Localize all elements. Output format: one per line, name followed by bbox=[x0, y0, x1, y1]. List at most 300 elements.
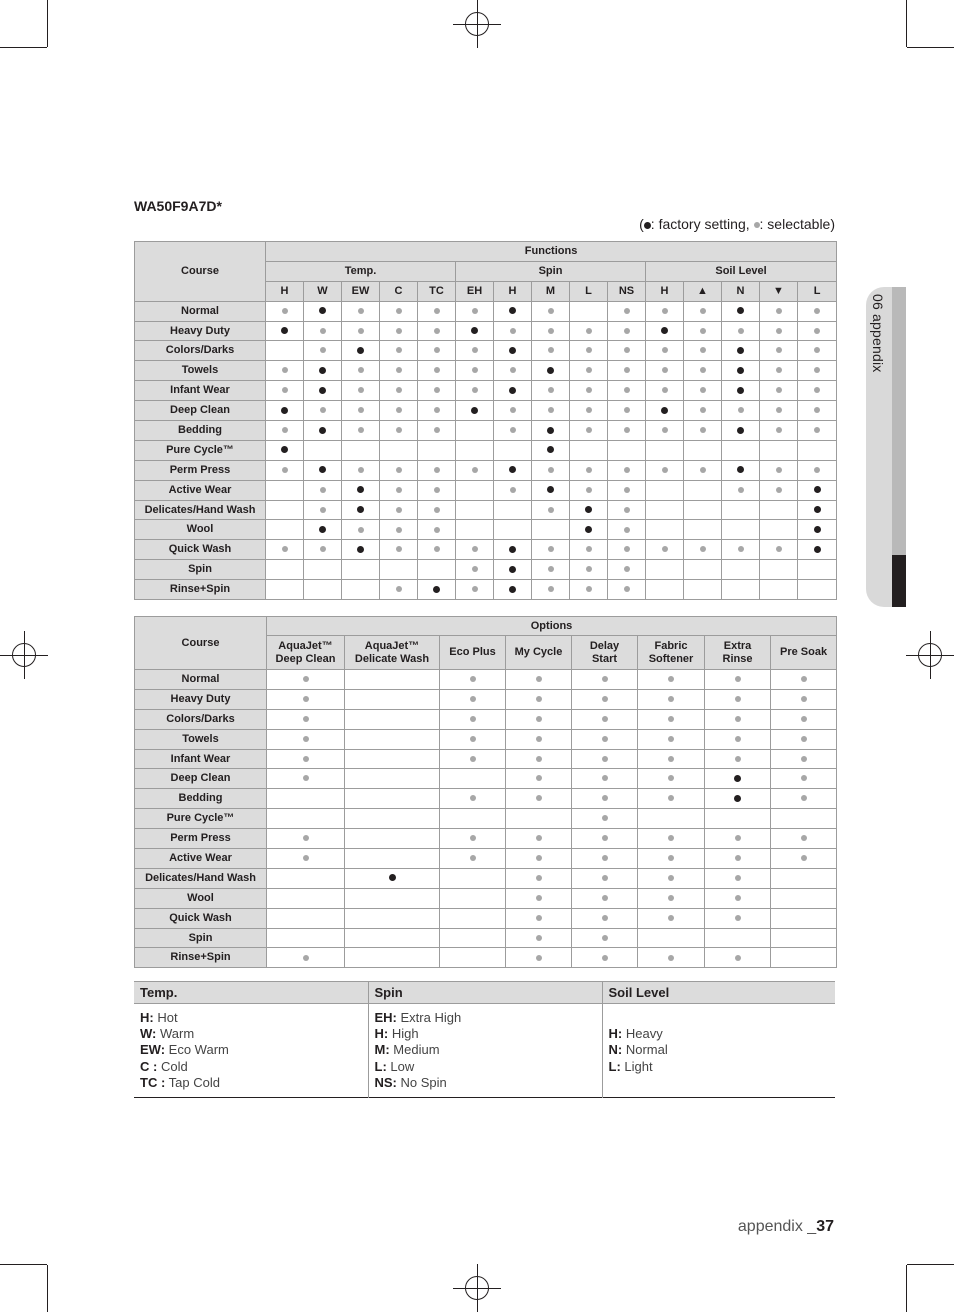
factory-dot-icon bbox=[734, 775, 741, 782]
selectable-dot-icon bbox=[536, 716, 542, 722]
function-cell bbox=[722, 480, 760, 500]
function-cell bbox=[380, 341, 418, 361]
page-number-value: 37 bbox=[816, 1218, 834, 1235]
factory-dot-icon bbox=[281, 327, 288, 334]
function-cell bbox=[608, 500, 646, 520]
selectable-dot-icon bbox=[548, 387, 554, 393]
selectable-dot-icon bbox=[536, 775, 542, 781]
factory-dot-icon bbox=[471, 327, 478, 334]
option-cell bbox=[440, 709, 506, 729]
option-cell bbox=[506, 670, 572, 690]
factory-dot-icon bbox=[814, 486, 821, 493]
function-cell bbox=[646, 321, 684, 341]
function-cell bbox=[456, 480, 494, 500]
table-row bbox=[135, 829, 837, 849]
selectable-dot-icon bbox=[602, 696, 608, 702]
factory-dot-icon bbox=[509, 347, 516, 354]
options-header: Options bbox=[267, 617, 837, 636]
function-cell bbox=[380, 580, 418, 600]
selectable-dot-icon bbox=[801, 736, 807, 742]
selectable-dot-icon bbox=[434, 507, 440, 513]
selectable-dot-icon bbox=[586, 367, 592, 373]
factory-dot-icon bbox=[319, 526, 326, 533]
table-row bbox=[135, 520, 837, 540]
selectable-dot-icon bbox=[814, 308, 820, 314]
function-cell bbox=[684, 341, 722, 361]
course-name: Perm Press bbox=[135, 460, 266, 480]
table-row bbox=[135, 301, 837, 321]
course-name: Towels bbox=[135, 729, 267, 749]
function-cell bbox=[418, 401, 456, 421]
function-cell bbox=[646, 301, 684, 321]
option-cell bbox=[638, 749, 705, 769]
option-cell bbox=[572, 809, 638, 829]
legend-selectable-text: : selectable) bbox=[759, 216, 835, 232]
abbreviation-value: No Spin bbox=[400, 1074, 447, 1090]
course-header: Course bbox=[135, 617, 267, 670]
selectable-dot-icon bbox=[536, 696, 542, 702]
option-header-line1: Pre Soak bbox=[779, 646, 828, 658]
option-cell bbox=[705, 670, 771, 690]
abbreviation-item bbox=[375, 1075, 596, 1091]
selectable-dot-icon bbox=[624, 387, 630, 393]
function-cell bbox=[456, 361, 494, 381]
selectable-dot-icon bbox=[303, 696, 309, 702]
option-cell bbox=[638, 849, 705, 869]
factory-dot-icon bbox=[357, 546, 364, 553]
option-cell bbox=[440, 769, 506, 789]
selectable-dot-icon bbox=[662, 546, 668, 552]
selectable-dot-icon bbox=[602, 935, 608, 941]
selectable-dot-icon bbox=[668, 915, 674, 921]
function-cell bbox=[266, 520, 304, 540]
factory-dot-icon bbox=[585, 526, 592, 533]
function-cell bbox=[342, 580, 380, 600]
table-row bbox=[135, 361, 837, 381]
function-cell bbox=[532, 381, 570, 401]
option-cell bbox=[345, 709, 440, 729]
selectable-dot-icon bbox=[282, 467, 288, 473]
page-number bbox=[738, 1218, 834, 1236]
function-cell bbox=[494, 421, 532, 441]
selectable-dot-icon bbox=[434, 527, 440, 533]
function-cell bbox=[380, 560, 418, 580]
factory-dot-icon bbox=[547, 446, 554, 453]
course-name: Deep Clean bbox=[135, 401, 266, 421]
function-cell bbox=[494, 500, 532, 520]
function-column-header: ▲ bbox=[684, 281, 722, 301]
selectable-dot-icon bbox=[668, 835, 674, 841]
selectable-dot-icon bbox=[602, 736, 608, 742]
option-cell bbox=[345, 809, 440, 829]
selectable-dot-icon bbox=[662, 467, 668, 473]
option-cell bbox=[771, 749, 837, 769]
option-cell bbox=[572, 670, 638, 690]
selectable-dot-icon bbox=[472, 347, 478, 353]
function-cell bbox=[722, 341, 760, 361]
selectable-dot-icon bbox=[303, 955, 309, 961]
function-cell bbox=[570, 361, 608, 381]
option-header-line2: Softener bbox=[648, 652, 694, 665]
selectable-dot-icon bbox=[801, 716, 807, 722]
function-cell bbox=[608, 341, 646, 361]
function-column-header: NS bbox=[608, 281, 646, 301]
selectable-dot-icon bbox=[801, 676, 807, 682]
option-cell bbox=[705, 849, 771, 869]
option-cell bbox=[506, 769, 572, 789]
selectable-dot-icon bbox=[738, 546, 744, 552]
selectable-dot-icon bbox=[434, 467, 440, 473]
function-cell bbox=[304, 341, 342, 361]
abbr-header-spin: Spin bbox=[368, 982, 602, 1004]
abbr-header-temp: Temp. bbox=[134, 982, 368, 1004]
function-cell bbox=[304, 361, 342, 381]
table-row bbox=[135, 729, 837, 749]
selectable-dot-icon bbox=[602, 716, 608, 722]
selectable-dot-icon bbox=[472, 546, 478, 552]
selectable-dot-icon bbox=[434, 347, 440, 353]
option-cell bbox=[638, 908, 705, 928]
selectable-dot-icon bbox=[548, 586, 554, 592]
abbreviation-key: NS: bbox=[374, 1074, 397, 1090]
function-cell bbox=[570, 301, 608, 321]
option-cell bbox=[638, 928, 705, 948]
selectable-dot-icon bbox=[668, 716, 674, 722]
selectable-dot-icon bbox=[396, 527, 402, 533]
function-cell bbox=[380, 401, 418, 421]
function-cell bbox=[266, 361, 304, 381]
abbreviation-item bbox=[375, 1059, 596, 1075]
factory-dot-icon bbox=[357, 506, 364, 513]
factory-dot-icon bbox=[547, 367, 554, 374]
factory-dot-icon bbox=[471, 407, 478, 414]
selectable-dot-icon bbox=[814, 367, 820, 373]
selectable-dot-icon bbox=[358, 308, 364, 314]
selectable-dot-icon bbox=[303, 736, 309, 742]
function-cell bbox=[570, 421, 608, 441]
function-cell bbox=[494, 401, 532, 421]
selectable-dot-icon bbox=[536, 736, 542, 742]
function-cell bbox=[380, 540, 418, 560]
table-row bbox=[135, 321, 837, 341]
selectable-dot-icon bbox=[624, 367, 630, 373]
table-row bbox=[135, 908, 837, 928]
selectable-dot-icon bbox=[735, 676, 741, 682]
abbreviation-value: Light bbox=[624, 1058, 653, 1074]
option-header-line1: Extra bbox=[723, 639, 752, 652]
crop-mark bbox=[0, 1264, 47, 1265]
function-cell bbox=[684, 460, 722, 480]
function-cell bbox=[342, 341, 380, 361]
abbreviation-item bbox=[375, 1042, 596, 1058]
function-cell bbox=[684, 361, 722, 381]
function-cell bbox=[722, 560, 760, 580]
function-cell bbox=[380, 421, 418, 441]
selectable-dot-icon bbox=[668, 775, 674, 781]
function-cell bbox=[798, 560, 837, 580]
function-cell bbox=[798, 540, 837, 560]
selectable-dot-icon bbox=[700, 367, 706, 373]
option-cell bbox=[572, 749, 638, 769]
course-name: Active Wear bbox=[135, 849, 267, 869]
selectable-dot-icon bbox=[472, 467, 478, 473]
selectable-dot-icon bbox=[668, 676, 674, 682]
option-cell bbox=[572, 769, 638, 789]
function-cell bbox=[760, 361, 798, 381]
factory-dot-icon bbox=[389, 874, 396, 881]
function-cell bbox=[608, 480, 646, 500]
function-cell bbox=[418, 480, 456, 500]
selectable-dot-icon bbox=[624, 566, 630, 572]
selectable-dot-icon bbox=[282, 427, 288, 433]
function-cell bbox=[456, 341, 494, 361]
selectable-dot-icon bbox=[624, 347, 630, 353]
function-cell bbox=[494, 440, 532, 460]
selectable-dot-icon bbox=[396, 387, 402, 393]
function-cell bbox=[722, 460, 760, 480]
option-cell bbox=[771, 948, 837, 968]
selectable-dot-icon bbox=[662, 427, 668, 433]
selectable-dot-icon bbox=[776, 387, 782, 393]
option-cell bbox=[705, 809, 771, 829]
function-cell bbox=[456, 460, 494, 480]
function-cell bbox=[760, 341, 798, 361]
selectable-dot-icon bbox=[396, 328, 402, 334]
option-cell bbox=[572, 689, 638, 709]
selectable-dot-icon bbox=[510, 487, 516, 493]
option-cell bbox=[345, 868, 440, 888]
crop-mark bbox=[0, 47, 47, 48]
function-cell bbox=[456, 560, 494, 580]
option-cell bbox=[705, 888, 771, 908]
option-cell bbox=[638, 689, 705, 709]
function-cell bbox=[570, 460, 608, 480]
course-name: Spin bbox=[135, 928, 267, 948]
selectable-dot-icon bbox=[472, 586, 478, 592]
factory-dot-icon bbox=[547, 486, 554, 493]
course-name: Deep Clean bbox=[135, 769, 267, 789]
selectable-dot-icon bbox=[735, 915, 741, 921]
table-row bbox=[135, 689, 837, 709]
function-cell bbox=[684, 480, 722, 500]
table-row bbox=[135, 540, 837, 560]
selectable-dot-icon bbox=[814, 387, 820, 393]
function-cell bbox=[266, 460, 304, 480]
option-cell bbox=[440, 849, 506, 869]
selectable-dot-icon bbox=[602, 676, 608, 682]
table-row bbox=[135, 888, 837, 908]
factory-dot-icon bbox=[814, 526, 821, 533]
option-cell bbox=[705, 689, 771, 709]
dot-legend bbox=[639, 216, 835, 232]
function-cell bbox=[684, 301, 722, 321]
table-row bbox=[135, 341, 837, 361]
selectable-dot-icon bbox=[624, 546, 630, 552]
selectable-dot-icon bbox=[814, 427, 820, 433]
abbreviation-key: H: bbox=[374, 1026, 389, 1042]
function-cell bbox=[266, 401, 304, 421]
function-cell bbox=[722, 321, 760, 341]
selectable-dot-icon bbox=[738, 407, 744, 413]
selectable-dot-icon bbox=[548, 407, 554, 413]
function-cell bbox=[646, 520, 684, 540]
function-cell bbox=[760, 301, 798, 321]
selectable-dot-icon bbox=[282, 308, 288, 314]
function-cell bbox=[760, 480, 798, 500]
option-cell bbox=[506, 908, 572, 928]
function-column-header: N bbox=[722, 281, 760, 301]
function-cell bbox=[380, 321, 418, 341]
option-header-line1: Fabric bbox=[654, 639, 688, 652]
function-cell bbox=[608, 540, 646, 560]
selectable-dot-icon bbox=[602, 855, 608, 861]
selectable-dot-icon bbox=[586, 586, 592, 592]
option-cell bbox=[267, 849, 345, 869]
selectable-dot-icon bbox=[586, 328, 592, 334]
option-cell bbox=[771, 888, 837, 908]
table-row bbox=[135, 480, 837, 500]
option-cell bbox=[267, 729, 345, 749]
registration-mark-left bbox=[0, 631, 48, 679]
function-cell bbox=[570, 520, 608, 540]
selectable-dot-icon bbox=[470, 736, 476, 742]
function-cell bbox=[304, 580, 342, 600]
factory-dot-icon bbox=[357, 347, 364, 354]
option-cell bbox=[440, 809, 506, 829]
function-group-header: Temp. bbox=[266, 261, 456, 281]
selectable-dot-icon bbox=[814, 328, 820, 334]
function-cell bbox=[532, 520, 570, 540]
option-cell bbox=[440, 868, 506, 888]
function-column-header: EW bbox=[342, 281, 380, 301]
option-header-line2: Start bbox=[591, 652, 618, 665]
function-cell bbox=[608, 520, 646, 540]
option-cell bbox=[638, 888, 705, 908]
function-column-header: TC bbox=[418, 281, 456, 301]
selectable-dot-icon bbox=[510, 328, 516, 334]
selectable-dot-icon bbox=[586, 546, 592, 552]
crop-mark bbox=[47, 1265, 48, 1312]
option-cell bbox=[267, 689, 345, 709]
option-cell bbox=[345, 928, 440, 948]
function-cell bbox=[646, 401, 684, 421]
course-name: Spin bbox=[135, 560, 266, 580]
selectable-dot-icon bbox=[358, 367, 364, 373]
function-cell bbox=[570, 540, 608, 560]
function-cell bbox=[342, 560, 380, 580]
option-cell bbox=[638, 948, 705, 968]
option-cell bbox=[572, 928, 638, 948]
function-cell bbox=[494, 560, 532, 580]
function-column-header: C bbox=[380, 281, 418, 301]
function-cell bbox=[722, 540, 760, 560]
function-cell bbox=[760, 580, 798, 600]
function-cell bbox=[798, 520, 837, 540]
function-cell bbox=[532, 500, 570, 520]
option-cell bbox=[345, 789, 440, 809]
registration-mark-top bbox=[453, 0, 501, 48]
option-cell bbox=[771, 829, 837, 849]
selectable-dot-icon bbox=[776, 407, 782, 413]
function-cell bbox=[266, 480, 304, 500]
function-cell bbox=[494, 460, 532, 480]
option-cell bbox=[506, 729, 572, 749]
function-cell bbox=[684, 580, 722, 600]
option-column-header bbox=[705, 636, 771, 670]
selectable-dot-icon bbox=[548, 566, 554, 572]
course-name: Delicates/Hand Wash bbox=[135, 868, 267, 888]
selectable-dot-icon bbox=[738, 328, 744, 334]
function-cell bbox=[418, 321, 456, 341]
function-cell bbox=[456, 540, 494, 560]
function-cell bbox=[532, 580, 570, 600]
selectable-dot-icon bbox=[470, 835, 476, 841]
selectable-dot-icon bbox=[586, 347, 592, 353]
selectable-dot-icon bbox=[320, 328, 326, 334]
function-cell bbox=[494, 321, 532, 341]
option-column-header bbox=[771, 636, 837, 670]
course-name: Bedding bbox=[135, 421, 266, 441]
function-cell bbox=[304, 500, 342, 520]
factory-dot-icon bbox=[547, 427, 554, 434]
abbreviation-value: Tap Cold bbox=[168, 1074, 220, 1090]
selectable-dot-icon bbox=[602, 775, 608, 781]
option-cell bbox=[771, 769, 837, 789]
factory-dot-icon bbox=[433, 586, 440, 593]
function-cell bbox=[304, 401, 342, 421]
factory-dot-icon bbox=[509, 566, 516, 573]
function-cell bbox=[760, 560, 798, 580]
function-cell bbox=[456, 301, 494, 321]
option-header-line2: Delicate Wash bbox=[354, 652, 430, 665]
abbreviation-value: Heavy bbox=[625, 1026, 663, 1042]
function-cell bbox=[418, 500, 456, 520]
factory-dot-icon bbox=[737, 367, 744, 374]
selectable-dot-icon bbox=[735, 855, 741, 861]
selectable-dot-icon bbox=[470, 795, 476, 801]
selectable-dot-icon bbox=[801, 855, 807, 861]
option-cell bbox=[572, 868, 638, 888]
option-cell bbox=[345, 689, 440, 709]
function-cell bbox=[266, 421, 304, 441]
option-cell bbox=[345, 729, 440, 749]
selectable-dot-icon bbox=[776, 367, 782, 373]
option-cell bbox=[440, 670, 506, 690]
abbreviation-value: Cold bbox=[160, 1058, 188, 1074]
abbreviation-value: Low bbox=[390, 1058, 415, 1074]
course-header: Course bbox=[135, 242, 266, 302]
function-column-header: M bbox=[532, 281, 570, 301]
selectable-dot-icon bbox=[548, 347, 554, 353]
option-cell bbox=[572, 908, 638, 928]
function-cell bbox=[304, 381, 342, 401]
factory-dot-icon bbox=[319, 367, 326, 374]
option-cell bbox=[345, 908, 440, 928]
function-cell bbox=[646, 480, 684, 500]
option-header-line1: Eco Plus bbox=[449, 646, 496, 658]
function-column-header: H bbox=[266, 281, 304, 301]
selectable-dot-icon bbox=[536, 915, 542, 921]
selectable-dot-icon bbox=[668, 736, 674, 742]
function-cell bbox=[608, 460, 646, 480]
function-cell bbox=[494, 580, 532, 600]
abbreviation-item bbox=[140, 1026, 362, 1042]
selectable-dot-icon bbox=[668, 855, 674, 861]
course-name: Heavy Duty bbox=[135, 689, 267, 709]
function-column-header: ▼ bbox=[760, 281, 798, 301]
table-row bbox=[135, 849, 837, 869]
selectable-dot-icon bbox=[602, 795, 608, 801]
